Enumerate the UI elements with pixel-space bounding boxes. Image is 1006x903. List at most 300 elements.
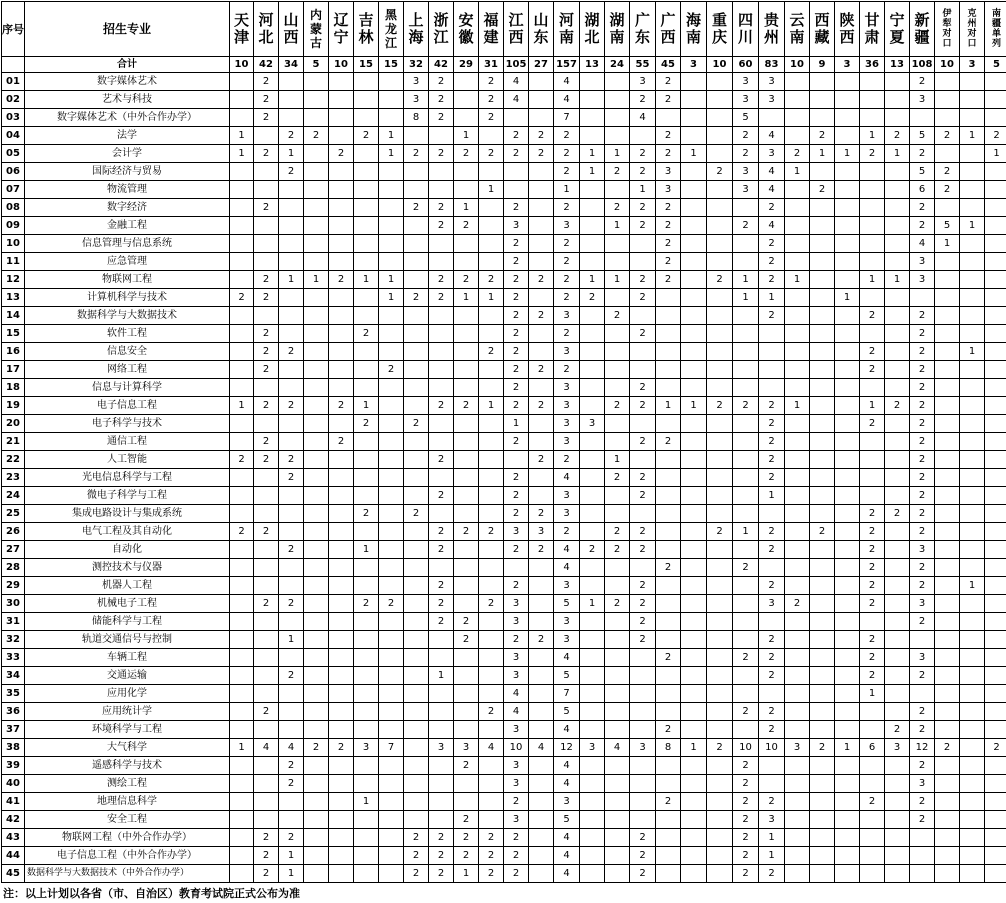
quota-cell <box>960 73 985 91</box>
quota-cell <box>656 325 681 343</box>
quota-cell: 2 <box>504 829 529 847</box>
quota-cell <box>379 217 404 235</box>
quota-cell: 1 <box>354 397 379 415</box>
quota-cell <box>681 613 707 631</box>
quota-cell: 3 <box>554 631 580 649</box>
quota-cell <box>454 649 479 667</box>
quota-cell <box>785 757 810 775</box>
quota-cell <box>230 577 254 595</box>
major-name: 大气科学 <box>25 739 230 757</box>
quota-cell <box>379 433 404 451</box>
quota-cell: 4 <box>554 541 580 559</box>
quota-cell <box>935 505 960 523</box>
quota-cell: 2 <box>733 829 759 847</box>
quota-cell: 1 <box>960 217 985 235</box>
quota-cell <box>656 613 681 631</box>
quota-cell <box>329 775 354 793</box>
quota-cell <box>605 811 630 829</box>
quota-cell: 2 <box>605 523 630 541</box>
quota-cell: 2 <box>605 595 630 613</box>
quota-cell <box>656 631 681 649</box>
quota-cell <box>354 631 379 649</box>
quota-cell: 2 <box>630 829 656 847</box>
quota-cell <box>605 703 630 721</box>
quota-cell: 2 <box>504 397 529 415</box>
major-name: 轨道交通信号与控制 <box>25 631 230 649</box>
quota-cell <box>759 775 785 793</box>
quota-cell: 4 <box>759 217 785 235</box>
quota-cell <box>835 613 860 631</box>
quota-cell: 3 <box>504 721 529 739</box>
quota-cell <box>935 757 960 775</box>
quota-cell <box>404 649 429 667</box>
major-name: 艺术与科技 <box>25 91 230 109</box>
quota-cell <box>479 685 504 703</box>
quota-cell <box>605 361 630 379</box>
quota-cell: 2 <box>429 523 454 541</box>
quota-cell <box>304 703 329 721</box>
quota-cell <box>429 235 454 253</box>
quota-cell: 2 <box>354 325 379 343</box>
table-row <box>2 397 1006 415</box>
quota-cell: 3 <box>733 73 759 91</box>
quota-cell <box>835 505 860 523</box>
quota-cell <box>681 271 707 289</box>
quota-cell <box>254 775 279 793</box>
quota-cell: 1 <box>759 829 785 847</box>
quota-cell: 2 <box>529 397 554 415</box>
quota-cell: 2 <box>605 541 630 559</box>
quota-cell <box>304 793 329 811</box>
quota-cell <box>404 523 429 541</box>
quota-cell <box>885 217 910 235</box>
quota-cell <box>580 199 605 217</box>
quota-cell <box>454 469 479 487</box>
quota-cell <box>454 559 479 577</box>
quota-cell: 2 <box>630 289 656 307</box>
quota-cell: 2 <box>630 469 656 487</box>
quota-cell: 2 <box>429 217 454 235</box>
quota-cell <box>935 397 960 415</box>
quota-cell: 4 <box>554 721 580 739</box>
province-header: 南 疆 单 列 <box>985 2 1006 57</box>
quota-cell <box>935 289 960 307</box>
quota-cell <box>329 667 354 685</box>
quota-cell <box>304 613 329 631</box>
province-header: 陕 西 <box>835 2 860 57</box>
quota-cell: 1 <box>935 235 960 253</box>
quota-cell <box>785 253 810 271</box>
quota-cell <box>707 343 733 361</box>
major-name: 自动化 <box>25 541 230 559</box>
quota-cell: 2 <box>656 559 681 577</box>
quota-cell <box>935 847 960 865</box>
quota-cell: 2 <box>885 721 910 739</box>
quota-cell: 2 <box>329 145 354 163</box>
quota-cell <box>985 847 1006 865</box>
quota-cell: 3 <box>554 415 580 433</box>
quota-cell <box>379 181 404 199</box>
quota-cell <box>785 451 810 469</box>
quota-cell <box>329 505 354 523</box>
quota-cell <box>860 703 885 721</box>
quota-cell: 1 <box>580 163 605 181</box>
quota-cell: 4 <box>529 739 554 757</box>
quota-cell <box>354 289 379 307</box>
quota-cell <box>935 793 960 811</box>
quota-cell <box>885 109 910 127</box>
quota-cell <box>935 361 960 379</box>
quota-cell <box>810 415 835 433</box>
quota-cell <box>985 199 1006 217</box>
row-number: 17 <box>2 361 25 379</box>
quota-cell <box>681 343 707 361</box>
quota-cell: 1 <box>580 595 605 613</box>
quota-cell <box>630 811 656 829</box>
quota-cell <box>733 613 759 631</box>
quota-cell <box>885 289 910 307</box>
quota-cell <box>935 685 960 703</box>
row-number: 18 <box>2 379 25 397</box>
quota-cell <box>656 865 681 883</box>
quota-cell: 3 <box>759 595 785 613</box>
quota-cell: 4 <box>554 649 580 667</box>
quota-cell <box>605 379 630 397</box>
province-header: 贵 州 <box>759 2 785 57</box>
quota-cell <box>479 649 504 667</box>
quota-cell <box>707 487 733 505</box>
quota-cell: 2 <box>759 667 785 685</box>
quota-cell <box>810 235 835 253</box>
quota-cell: 2 <box>759 397 785 415</box>
quota-cell <box>630 757 656 775</box>
quota-cell <box>885 487 910 505</box>
quota-cell: 2 <box>860 793 885 811</box>
quota-cell <box>230 613 254 631</box>
quota-cell <box>885 577 910 595</box>
quota-cell <box>329 343 354 361</box>
table-row <box>2 253 1006 271</box>
quota-cell: 1 <box>279 847 304 865</box>
quota-cell: 3 <box>580 739 605 757</box>
quota-cell: 4 <box>605 739 630 757</box>
quota-cell <box>605 613 630 631</box>
quota-cell <box>429 415 454 433</box>
quota-cell: 2 <box>504 199 529 217</box>
quota-cell <box>960 541 985 559</box>
quota-cell: 2 <box>254 361 279 379</box>
quota-cell: 2 <box>404 505 429 523</box>
quota-cell: 2 <box>860 559 885 577</box>
quota-cell: 2 <box>630 379 656 397</box>
quota-cell <box>885 667 910 685</box>
quota-cell: 3 <box>759 91 785 109</box>
quota-cell <box>230 667 254 685</box>
quota-cell <box>354 829 379 847</box>
quota-cell: 2 <box>910 433 935 451</box>
row-number: 13 <box>2 289 25 307</box>
quota-cell <box>479 667 504 685</box>
quota-cell <box>960 397 985 415</box>
quota-cell <box>960 649 985 667</box>
major-name: 应急管理 <box>25 253 230 271</box>
quota-cell: 2 <box>554 325 580 343</box>
major-name: 物联网工程（中外合作办学） <box>25 829 230 847</box>
quota-cell <box>379 397 404 415</box>
quota-cell <box>885 523 910 541</box>
quota-cell <box>681 811 707 829</box>
row-number: 06 <box>2 163 25 181</box>
quota-cell: 1 <box>479 289 504 307</box>
quota-cell <box>304 163 329 181</box>
quota-cell: 2 <box>504 361 529 379</box>
quota-cell <box>404 469 429 487</box>
quota-cell <box>329 91 354 109</box>
quota-cell: 1 <box>960 343 985 361</box>
quota-cell <box>885 379 910 397</box>
quota-cell <box>429 721 454 739</box>
quota-cell <box>404 685 429 703</box>
quota-cell <box>681 361 707 379</box>
quota-cell <box>885 595 910 613</box>
quota-cell <box>479 793 504 811</box>
province-total: 29 <box>454 57 479 73</box>
quota-cell <box>404 127 429 145</box>
quota-cell <box>860 451 885 469</box>
quota-cell <box>681 595 707 613</box>
quota-cell <box>529 109 554 127</box>
quota-cell <box>707 865 733 883</box>
quota-cell: 2 <box>759 865 785 883</box>
quota-cell <box>810 865 835 883</box>
totals-label: 合计 <box>25 57 230 73</box>
quota-cell <box>580 235 605 253</box>
quota-cell: 3 <box>504 775 529 793</box>
quota-cell <box>681 235 707 253</box>
quota-cell <box>785 577 810 595</box>
quota-cell: 2 <box>630 577 656 595</box>
quota-cell: 2 <box>630 199 656 217</box>
quota-cell <box>230 469 254 487</box>
quota-cell: 2 <box>985 739 1006 757</box>
row-number: 25 <box>2 505 25 523</box>
quota-cell <box>960 307 985 325</box>
quota-cell <box>279 289 304 307</box>
quota-cell <box>304 325 329 343</box>
quota-cell <box>785 793 810 811</box>
quota-cell <box>429 757 454 775</box>
province-total: 10 <box>707 57 733 73</box>
quota-cell: 2 <box>454 829 479 847</box>
quota-cell <box>985 271 1006 289</box>
quota-cell <box>529 865 554 883</box>
quota-cell <box>580 109 605 127</box>
quota-cell <box>230 721 254 739</box>
quota-cell: 3 <box>454 739 479 757</box>
quota-cell <box>354 847 379 865</box>
quota-cell <box>785 127 810 145</box>
row-number: 02 <box>2 91 25 109</box>
quota-cell <box>835 469 860 487</box>
quota-cell: 2 <box>860 343 885 361</box>
quota-cell <box>960 271 985 289</box>
quota-cell <box>681 505 707 523</box>
quota-cell: 2 <box>529 271 554 289</box>
quota-cell <box>707 181 733 199</box>
quota-cell <box>960 487 985 505</box>
quota-cell <box>254 415 279 433</box>
major-name: 机械电子工程 <box>25 595 230 613</box>
quota-cell <box>304 487 329 505</box>
province-header: 上 海 <box>404 2 429 57</box>
table-row <box>2 91 1006 109</box>
quota-cell: 2 <box>329 433 354 451</box>
province-header: 湖 北 <box>580 2 605 57</box>
quota-cell <box>230 685 254 703</box>
quota-cell: 2 <box>254 199 279 217</box>
quota-cell <box>835 109 860 127</box>
quota-cell <box>304 217 329 235</box>
major-name: 国际经济与贸易 <box>25 163 230 181</box>
table-row <box>2 703 1006 721</box>
quota-cell: 2 <box>529 145 554 163</box>
quota-cell: 3 <box>910 91 935 109</box>
quota-cell <box>985 541 1006 559</box>
quota-cell <box>429 325 454 343</box>
quota-cell <box>810 271 835 289</box>
table-row <box>2 181 1006 199</box>
quota-cell <box>630 703 656 721</box>
quota-cell: 10 <box>759 739 785 757</box>
quota-cell <box>404 379 429 397</box>
quota-cell <box>935 307 960 325</box>
quota-cell <box>960 811 985 829</box>
quota-cell <box>630 685 656 703</box>
quota-cell: 1 <box>379 127 404 145</box>
major-name: 测绘工程 <box>25 775 230 793</box>
quota-cell: 3 <box>554 487 580 505</box>
quota-cell <box>630 667 656 685</box>
quota-cell <box>454 163 479 181</box>
quota-cell <box>329 127 354 145</box>
province-total: 24 <box>605 57 630 73</box>
quota-cell: 5 <box>910 127 935 145</box>
quota-cell <box>733 253 759 271</box>
quota-cell <box>279 811 304 829</box>
quota-cell <box>529 325 554 343</box>
quota-cell: 1 <box>354 793 379 811</box>
quota-cell <box>810 451 835 469</box>
quota-cell <box>329 217 354 235</box>
quota-cell <box>529 235 554 253</box>
quota-cell <box>656 379 681 397</box>
quota-cell <box>429 631 454 649</box>
quota-cell <box>404 325 429 343</box>
quota-cell <box>885 703 910 721</box>
quota-cell <box>835 253 860 271</box>
quota-cell <box>960 775 985 793</box>
quota-cell <box>785 235 810 253</box>
quota-cell: 2 <box>910 469 935 487</box>
quota-cell <box>379 811 404 829</box>
quota-cell <box>885 613 910 631</box>
quota-cell <box>230 649 254 667</box>
quota-cell: 4 <box>759 181 785 199</box>
quota-cell <box>707 415 733 433</box>
row-number: 20 <box>2 415 25 433</box>
quota-cell <box>935 541 960 559</box>
quota-cell: 2 <box>479 865 504 883</box>
quota-cell <box>404 811 429 829</box>
quota-cell: 3 <box>554 217 580 235</box>
quota-cell <box>454 235 479 253</box>
quota-cell <box>429 307 454 325</box>
table-row <box>2 775 1006 793</box>
row-number: 41 <box>2 793 25 811</box>
quota-cell <box>935 271 960 289</box>
quota-cell: 2 <box>504 127 529 145</box>
quota-cell <box>529 667 554 685</box>
quota-cell <box>279 73 304 91</box>
major-header: 招生专业 <box>25 2 230 57</box>
quota-cell <box>404 181 429 199</box>
quota-cell: 2 <box>429 271 454 289</box>
quota-cell <box>656 775 681 793</box>
quota-cell <box>354 217 379 235</box>
quota-cell <box>605 829 630 847</box>
quota-cell <box>935 415 960 433</box>
quota-cell <box>354 109 379 127</box>
province-header: 安 徽 <box>454 2 479 57</box>
province-header: 福 建 <box>479 2 504 57</box>
quota-cell <box>304 73 329 91</box>
quota-cell <box>354 379 379 397</box>
quota-cell: 2 <box>279 469 304 487</box>
quota-cell: 1 <box>429 667 454 685</box>
quota-cell: 1 <box>785 397 810 415</box>
quota-cell <box>707 73 733 91</box>
table-body <box>2 73 1006 883</box>
quota-cell <box>985 361 1006 379</box>
quota-cell <box>656 469 681 487</box>
quota-cell <box>681 541 707 559</box>
quota-cell <box>529 379 554 397</box>
quota-cell: 2 <box>279 163 304 181</box>
quota-cell <box>329 289 354 307</box>
quota-cell <box>230 775 254 793</box>
quota-cell: 2 <box>860 631 885 649</box>
quota-cell: 2 <box>630 847 656 865</box>
quota-cell <box>379 775 404 793</box>
quota-cell: 2 <box>279 343 304 361</box>
quota-cell: 3 <box>733 181 759 199</box>
quota-cell <box>454 721 479 739</box>
quota-cell <box>529 73 554 91</box>
quota-cell: 1 <box>479 181 504 199</box>
quota-cell <box>454 325 479 343</box>
quota-cell <box>885 649 910 667</box>
province-header: 四 川 <box>733 2 759 57</box>
province-total: 5 <box>304 57 329 73</box>
quota-cell <box>429 433 454 451</box>
quota-cell <box>304 775 329 793</box>
quota-cell <box>681 487 707 505</box>
quota-cell: 2 <box>630 217 656 235</box>
quota-cell <box>985 559 1006 577</box>
major-name: 网络工程 <box>25 361 230 379</box>
table-row <box>2 361 1006 379</box>
quota-cell <box>354 307 379 325</box>
